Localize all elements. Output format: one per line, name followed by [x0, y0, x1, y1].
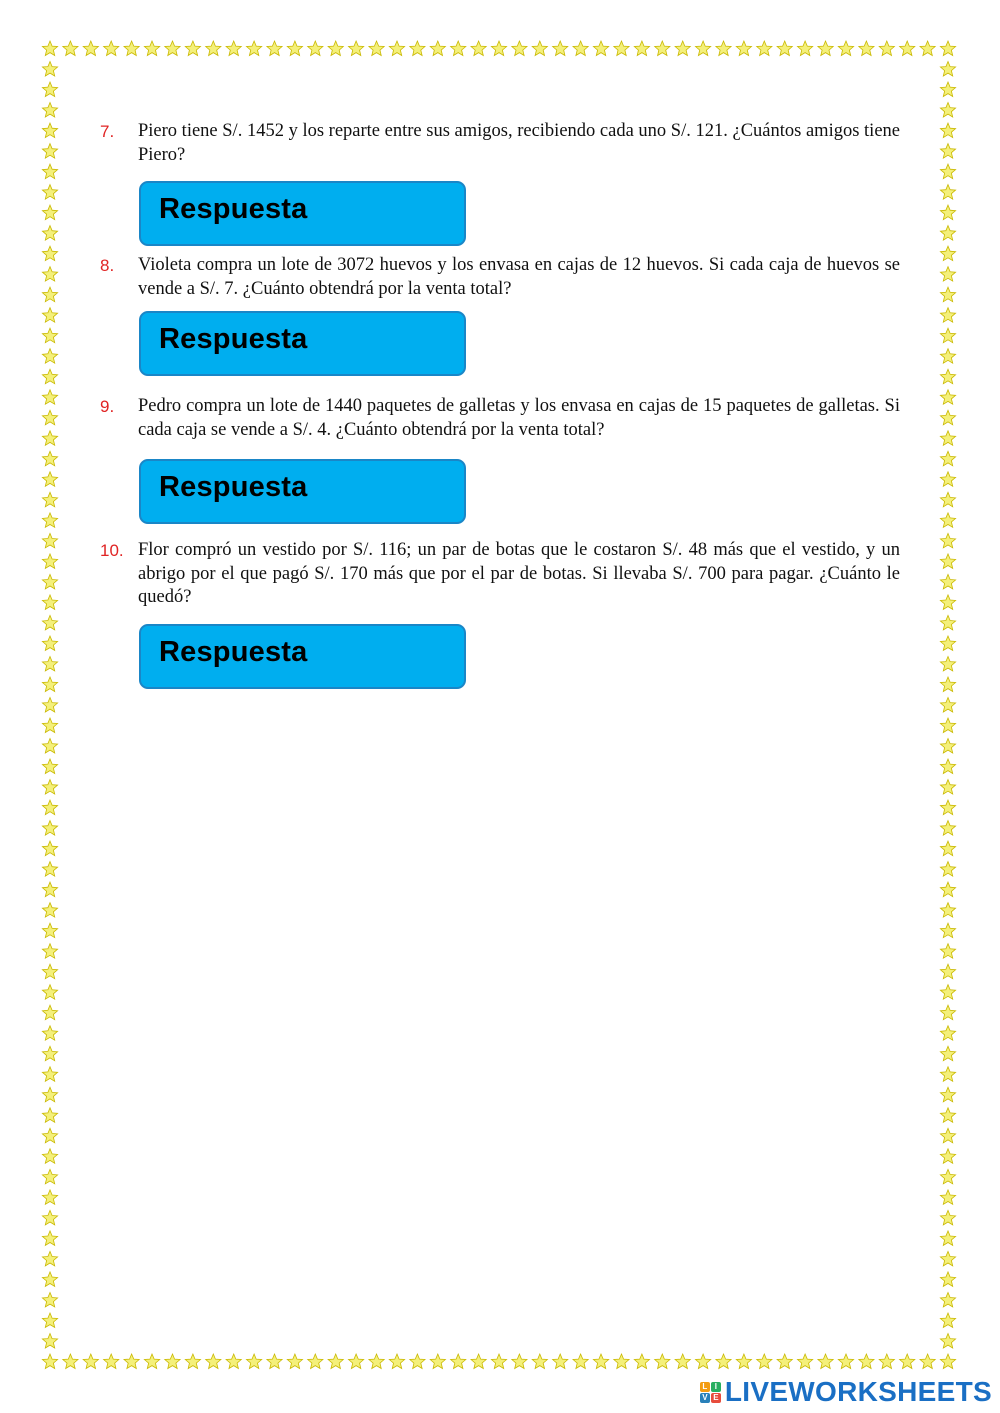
star-icon [573, 41, 588, 56]
star-icon [940, 574, 955, 589]
star-icon [757, 41, 772, 56]
star-icon [42, 1128, 57, 1143]
star-icon [42, 1108, 57, 1123]
star-icon [532, 1354, 547, 1369]
star-icon [940, 595, 955, 610]
star-icon [593, 1354, 608, 1369]
star-icon [267, 1354, 282, 1369]
star-icon [940, 554, 955, 569]
star-icon [308, 41, 323, 56]
star-icon [879, 1354, 894, 1369]
star-icon [471, 1354, 486, 1369]
star-icon [940, 1272, 955, 1287]
star-icon [940, 513, 955, 527]
answer-label: Respuesta [159, 636, 308, 668]
star-icon [940, 1026, 955, 1040]
star-icon [328, 41, 343, 56]
star-icon [940, 62, 955, 77]
star-icon [42, 1210, 57, 1225]
star-icon [247, 41, 262, 56]
star-icon [940, 1313, 955, 1327]
star-icon [940, 287, 955, 302]
star-icon [144, 41, 159, 56]
star-icon [655, 41, 670, 56]
star-icon [42, 431, 57, 446]
star-icon [757, 1354, 772, 1369]
star-icon [42, 185, 57, 200]
star-icon [940, 390, 955, 404]
answer-label: Respuesta [159, 193, 308, 225]
star-icon [124, 41, 139, 56]
star-icon [573, 1354, 588, 1369]
star-icon [940, 205, 955, 220]
star-icon [42, 246, 57, 260]
star-icon [940, 1190, 955, 1204]
star-icon [940, 472, 955, 487]
star-icon [42, 964, 57, 979]
question-text: Pedro compra un lote de 1440 paquetes de galletas y los envasa en cajas de 15 paquetes de galletas. Si cada caja se vende a S/. 4. ¿Cuánto obtendrá por la venta total? [138, 396, 900, 440]
star-icon [675, 1354, 690, 1369]
answer-box-7[interactable] [139, 181, 466, 246]
star-icon [104, 1354, 119, 1369]
star-icon [42, 1313, 57, 1327]
star-icon [42, 759, 57, 774]
star-icon [42, 1231, 57, 1246]
star-icon [63, 41, 78, 56]
star-icon [940, 759, 955, 774]
star-icon [859, 1354, 874, 1369]
star-icon [42, 882, 57, 897]
star-icon [287, 1354, 302, 1369]
star-icon [940, 369, 955, 383]
star-icon [940, 451, 955, 466]
star-icon [63, 1354, 78, 1369]
star-icon [716, 41, 731, 56]
star-icon [410, 1354, 425, 1369]
star-icon [920, 41, 935, 56]
star-icon [42, 123, 57, 137]
star-icon [940, 328, 955, 343]
star-icon [838, 41, 853, 56]
star-icon [267, 41, 282, 56]
question-text: Violeta compra un lote de 3072 huevos y los envasa en cajas de 12 huevos. Si cada caja de huevos se vende a S/. 7. ¿Cuánto obtendrá por la venta total? [138, 255, 900, 299]
star-icon [42, 1169, 57, 1183]
star-icon [206, 41, 221, 56]
star-icon [491, 1354, 506, 1369]
star-icon [940, 349, 955, 364]
star-icon [42, 821, 57, 836]
star-icon [940, 533, 955, 547]
star-icon [42, 574, 57, 589]
star-icon [553, 1354, 568, 1369]
liveworksheets-logo[interactable] [700, 1374, 992, 1410]
star-icon [940, 615, 955, 630]
star-icon [42, 923, 57, 937]
star-icon [818, 1354, 833, 1369]
star-icon [430, 41, 445, 56]
star-icon [42, 903, 57, 917]
star-icon [736, 41, 751, 56]
star-icon [42, 800, 57, 815]
star-icon [940, 800, 955, 815]
star-icon [42, 841, 57, 856]
star-icon [124, 1354, 139, 1369]
star-icon [42, 410, 57, 425]
question-number: 7. [100, 122, 115, 141]
star-icon [42, 677, 57, 692]
question-9 [100, 395, 900, 442]
question-number: 10. [100, 541, 124, 560]
star-icon [42, 369, 57, 383]
star-icon [940, 1169, 955, 1183]
logo-text: LIVEWORKSHEETS [724, 1376, 992, 1407]
star-icon [42, 492, 57, 507]
star-icon [226, 1354, 241, 1369]
star-icon [42, 1046, 57, 1060]
star-icon [42, 226, 57, 241]
star-icon [42, 82, 57, 97]
star-icon [940, 123, 955, 137]
star-icon [940, 657, 955, 671]
star-icon [940, 144, 955, 159]
star-icon [165, 41, 180, 56]
star-icon [900, 1354, 915, 1369]
star-icon [42, 1334, 57, 1349]
star-icon [42, 1087, 57, 1102]
star-icon [879, 41, 894, 56]
star-icon [308, 1354, 323, 1369]
star-icon [920, 1354, 935, 1369]
star-icon [634, 1354, 649, 1369]
star-icon [42, 718, 57, 733]
star-icon [940, 944, 955, 959]
star-icon [369, 1354, 384, 1369]
star-icon [553, 41, 568, 56]
star-icon [940, 698, 955, 713]
star-icon [798, 1354, 813, 1369]
star-icon [104, 41, 119, 56]
star-icon [512, 1354, 527, 1369]
star-icon [675, 41, 690, 56]
star-icon [185, 1354, 200, 1369]
question-7 [100, 120, 900, 167]
star-icon [940, 492, 955, 507]
star-icon [42, 41, 57, 56]
star-icon [532, 41, 547, 56]
star-icon [42, 103, 57, 118]
star-icon [42, 1149, 57, 1164]
star-icon [940, 1210, 955, 1225]
star-icon [940, 1149, 955, 1164]
star-icon [42, 513, 57, 527]
star-icon [42, 1354, 57, 1369]
star-icon [940, 226, 955, 241]
star-icon [42, 164, 57, 179]
star-icon [614, 41, 629, 56]
star-icon [940, 903, 955, 917]
question-number: 8. [100, 256, 115, 275]
star-icon [940, 739, 955, 754]
star-icon [42, 1272, 57, 1287]
star-icon [83, 41, 98, 56]
star-icon [389, 41, 404, 56]
star-icon [798, 41, 813, 56]
star-icon [696, 1354, 711, 1369]
star-icon [716, 1354, 731, 1369]
star-icon [940, 246, 955, 260]
star-icon [940, 164, 955, 179]
star-icon [818, 41, 833, 56]
star-icon [226, 41, 241, 56]
question-10 [100, 539, 900, 610]
question-text: Flor compró un vestido por S/. 116; un par de botas que le costaron S/. 48 más que el vestido, y un abrigo por el que pagó S/. 170 más que por el par de botas. Si llevaba S/. 700 para pagar. ¿Cuánto le quedó? [138, 540, 900, 607]
star-icon [42, 62, 57, 77]
star-icon [940, 1231, 955, 1246]
star-icon [287, 41, 302, 56]
star-icon [42, 944, 57, 959]
star-icon [940, 41, 955, 56]
star-icon [42, 349, 57, 364]
star-icon [940, 1293, 955, 1307]
star-icon [42, 1026, 57, 1040]
star-icon [430, 1354, 445, 1369]
star-icon [940, 431, 955, 446]
star-icon [42, 985, 57, 1000]
star-icon [328, 1354, 343, 1369]
star-icon [777, 1354, 792, 1369]
star-icon [42, 1190, 57, 1204]
star-icon [777, 41, 792, 56]
star-icon [42, 862, 57, 877]
star-icon [349, 1354, 364, 1369]
star-icon [42, 636, 57, 650]
star-icon [593, 41, 608, 56]
star-icon [42, 533, 57, 547]
question-text: Piero tiene S/. 1452 y los reparte entre sus amigos, recibiendo cada uno S/. 121. ¿Cuántos amigos tiene Piero? [138, 121, 900, 165]
liveworksheets-logo-icon: L I V E [700, 1382, 721, 1403]
star-icon [940, 636, 955, 650]
star-icon [696, 41, 711, 56]
answer-box-8[interactable] [139, 311, 466, 376]
star-icon [42, 780, 57, 794]
star-icon [42, 615, 57, 630]
star-icon [614, 1354, 629, 1369]
star-icon [389, 1354, 404, 1369]
star-icon [900, 41, 915, 56]
star-icon [940, 780, 955, 794]
star-icon [42, 287, 57, 302]
star-icon [940, 677, 955, 692]
star-icon [940, 923, 955, 937]
star-icon [491, 41, 506, 56]
star-icon [42, 1005, 57, 1020]
star-icon [451, 41, 466, 56]
star-icon [42, 1067, 57, 1082]
answer-label: Respuesta [159, 471, 308, 503]
star-icon [940, 1128, 955, 1143]
star-icon [940, 410, 955, 425]
star-icon [42, 267, 57, 281]
star-icon [471, 41, 486, 56]
star-icon [940, 1087, 955, 1102]
star-icon [859, 41, 874, 56]
star-icon [940, 862, 955, 877]
star-icon [940, 1067, 955, 1082]
star-icon [940, 308, 955, 323]
star-icon [247, 1354, 262, 1369]
star-icon [42, 1293, 57, 1307]
star-icon [369, 41, 384, 56]
star-icon [940, 1046, 955, 1060]
star-icon [144, 1354, 159, 1369]
star-icon [940, 267, 955, 281]
answer-box-9[interactable] [139, 459, 466, 524]
star-icon [736, 1354, 751, 1369]
star-icon [940, 841, 955, 856]
star-icon [940, 1108, 955, 1123]
star-icon [42, 308, 57, 323]
star-icon [185, 41, 200, 56]
star-icon [42, 1251, 57, 1266]
star-icon [940, 821, 955, 836]
star-icon [655, 1354, 670, 1369]
star-icon [42, 328, 57, 343]
star-icon [165, 1354, 180, 1369]
answer-box-10[interactable] [139, 624, 466, 689]
star-icon [838, 1354, 853, 1369]
star-icon [940, 82, 955, 97]
star-icon [42, 205, 57, 220]
star-icon [512, 41, 527, 56]
star-icon [42, 595, 57, 610]
star-icon [940, 718, 955, 733]
star-icon [940, 1354, 955, 1369]
question-8 [100, 254, 900, 301]
star-icon [42, 390, 57, 404]
star-icon [940, 103, 955, 118]
star-icon [940, 185, 955, 200]
star-icon [634, 41, 649, 56]
star-icon [42, 554, 57, 569]
answer-label: Respuesta [159, 323, 308, 355]
star-icon [42, 698, 57, 713]
star-icon [410, 41, 425, 56]
star-icon [940, 882, 955, 897]
star-icon [42, 739, 57, 754]
star-icon [349, 41, 364, 56]
star-icon [940, 1251, 955, 1266]
star-icon [940, 1334, 955, 1349]
star-icon [42, 451, 57, 466]
star-icon [83, 1354, 98, 1369]
star-icon [940, 985, 955, 1000]
star-icon [206, 1354, 221, 1369]
star-icon [940, 1005, 955, 1020]
question-number: 9. [100, 397, 115, 416]
star-icon [42, 472, 57, 487]
star-icon [42, 144, 57, 159]
star-icon [451, 1354, 466, 1369]
star-icon [42, 657, 57, 671]
star-icon [940, 964, 955, 979]
